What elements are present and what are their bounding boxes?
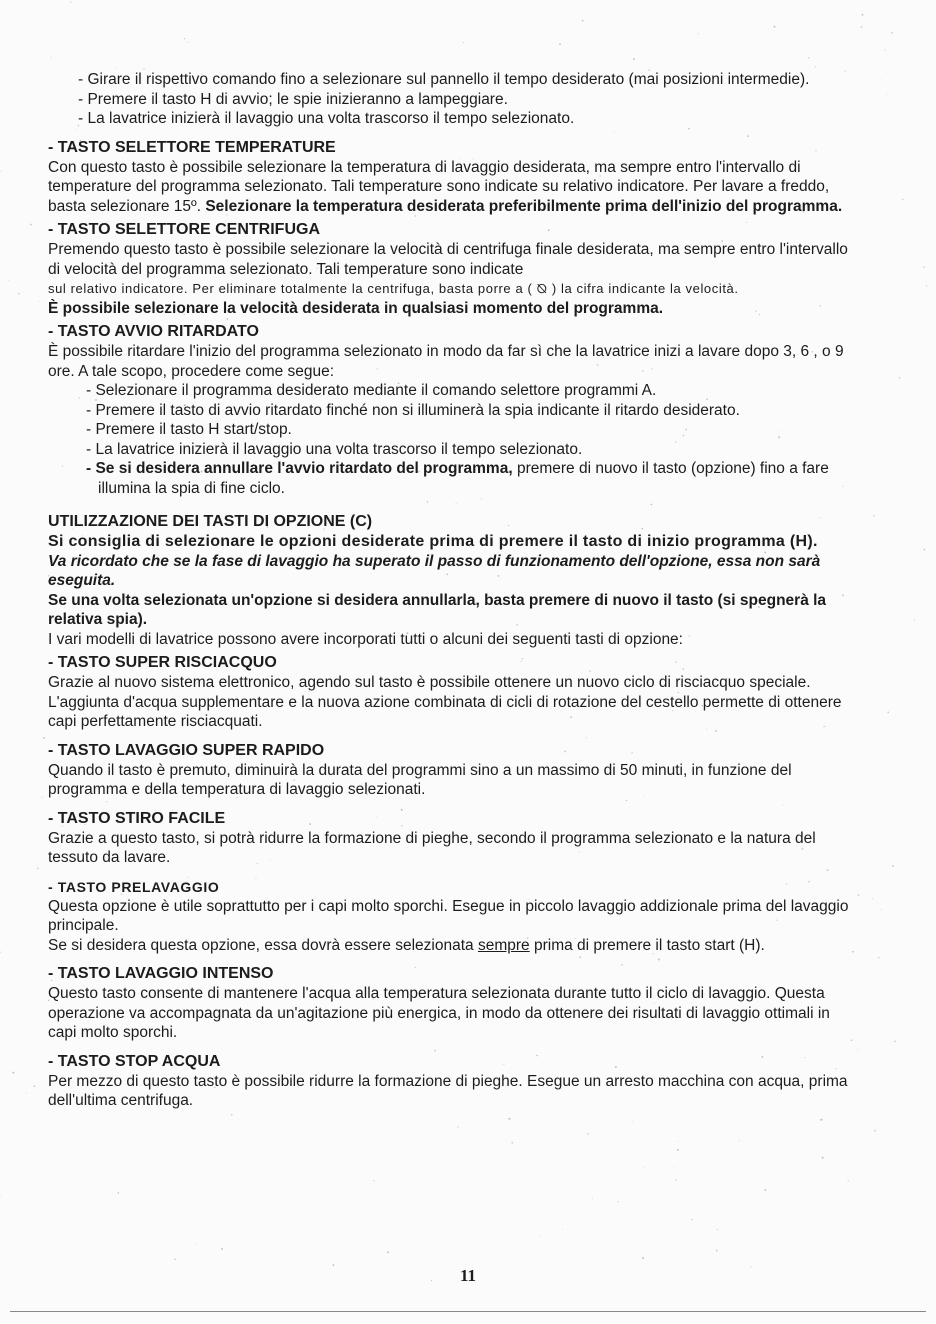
temperature-title: - TASTO SELETTORE TEMPERATURE [48,138,336,156]
delay-title: - TASTO AVVIO RITARDATO [48,323,259,340]
prewash-text-2a: Se si desidera questa opzione, essa dovrà essere selezionata [48,936,478,954]
intro-bullet-3: - La lavatrice inizierà il lavaggio una volta trascorso il tempo selezionato. [78,110,575,127]
page-content [48,70,854,1111]
options-warning: Va ricordato che se la fase di lavaggio ha superato il passo di funzionamento dell'opzione, essa non sarà eseguita. [48,552,821,589]
rinse-text: Grazie al nuovo sistema elettronico, agendo sul tasto è possibile ottenere un nuovo ciclo di risciacquo speciale. L'aggiunta d'acqua supplementare e la nuova azione combinata di cicli di rotazione del cestello permette di ottenere capi perfettamente risciacquati. [48,674,842,730]
options-advice: Si consiglia di selezionare le opzioni desiderate prima di premere il tasto di inizio programma (H). [48,533,818,550]
delay-step-2: - Premere il tasto di avvio ritardato finché non si illuminerà la spia indicante il ritardo desiderato. [86,401,740,419]
page-edge-line [10,1311,926,1312]
temperature-note: Selezionare la temperatura desiderata preferibilmente prima dell'inizio del programma. [205,197,843,215]
options-text: I vari modelli di lavatrice possono avere incorporati tutti o alcuni dei seguenti tasti di opzione: [48,630,683,648]
delay-step-5-bold: - Se si desidera annullare l'avvio ritardato del programma, [86,460,513,477]
page-number: 11 [459,1266,477,1285]
prewash-text-2 [48,936,854,956]
intro-bullet-1: - Girare il rispettivo comando fino a selezionare sul pannello il tempo desiderato (mai posizioni intermedie). [78,71,810,88]
spin-note: È possibile selezionare la velocità desiderata in qualsiasi momento del programma. [48,299,664,317]
quick-text: Quando il tasto è premuto, diminuirà la durata del programmi sino a un massimo di 50 minuti, in funzione del programma e della temperatura di lavaggio selezionati. [48,761,792,798]
temperature-text [48,158,854,217]
delay-step-4: - La lavatrice inizierà il lavaggio una volta trascorso il tempo selezionato. [86,440,583,458]
iron-title: - TASTO STIRO FACILE [48,809,226,827]
delay-step-5-rest: premere di nuovo il tasto (opzione) fino a fare illumina la spia di fine ciclo. [98,460,829,497]
spin-title: - TASTO SELETTORE CENTRIFUGA [48,221,321,238]
delay-text: È possibile ritardare l'inizio del programma selezionato in modo da far sì che la lavatrice inizi a lavare dopo 3, 6 , o 9 ore. A tale scopo, procedere come segue: [48,343,844,380]
intense-text: Questo tasto consente di mantenere l'acqua alla temperatura selezionata durante tutto il ciclo di lavaggio. Questa operazione va accompagnata da un'agitazione più energica, in modo da ottenere dei risultati di lavaggio ottimali in capi molto sporchi. [48,985,830,1041]
spin-text: Premendo questo tasto è possibile selezionare la velocità di centrifuga finale desiderata, ma sempre entro l'intervallo di velocità del programma selezionato. Tali temperature sono indicate [48,241,848,278]
prewash-text: Questa opzione è utile soprattutto per i capi molto sporchi. Esegue in piccolo lavaggio addizionale prima del lavaggio principale. [48,897,849,934]
spin-text-2: sul relativo indicatore. Per eliminare totalmente la centrifuga, basta porre a ( ⦰ ) la cifra indicante la velocità. [48,281,739,296]
temperature-body: Con questo tasto è possibile selezionare la temperatura di lavaggio desiderata, ma sempre entro l'intervallo di temperature del programma selezionato. Tali temperature sono indicate su relativo indicatore. Per lavare a freddo, basta selezionare 15º. [48,158,830,215]
options-title: UTILIZZAZIONE DEI TASTI DI OPZIONE (C) [48,513,373,530]
stop-water-title: - TASTO STOP ACQUA [48,1052,221,1070]
iron-text: Grazie a questo tasto, si potrà ridurre la formazione di pieghe, secondo il programma selezionato e la natura del tessuto da lavare. [48,829,816,866]
intro-bullet-2: - Premere il tasto H di avvio; le spie inizieranno a lampeggiare. [78,90,508,108]
intense-title: - TASTO LAVAGGIO INTENSO [48,965,274,982]
delay-step-5 [48,459,854,498]
prewash-text-2b: prima di premere il tasto start (H). [529,936,765,954]
delay-step-3: - Premere il tasto H start/stop. [86,421,292,438]
quick-title: - TASTO LAVAGGIO SUPER RAPIDO [48,741,325,759]
prewash-always: sempre [477,936,530,954]
prewash-title: - TASTO PRELAVAGGIO [48,878,220,895]
stop-water-text: Per mezzo di questo tasto è possibile ridurre la formazione di pieghe. Esegue un arresto macchina con acqua, prima dell'ultima centrifuga. [48,1072,848,1109]
delay-step-1: - Selezionare il programma desiderato mediante il comando selettore programmi A. [86,382,657,399]
options-cancel: Se una volta selezionata un'opzione si desidera annullarla, basta premere di nuovo il tasto (si spegnerà la relativa spia). [48,591,827,628]
rinse-title: - TASTO SUPER RISCIACQUO [48,654,277,671]
